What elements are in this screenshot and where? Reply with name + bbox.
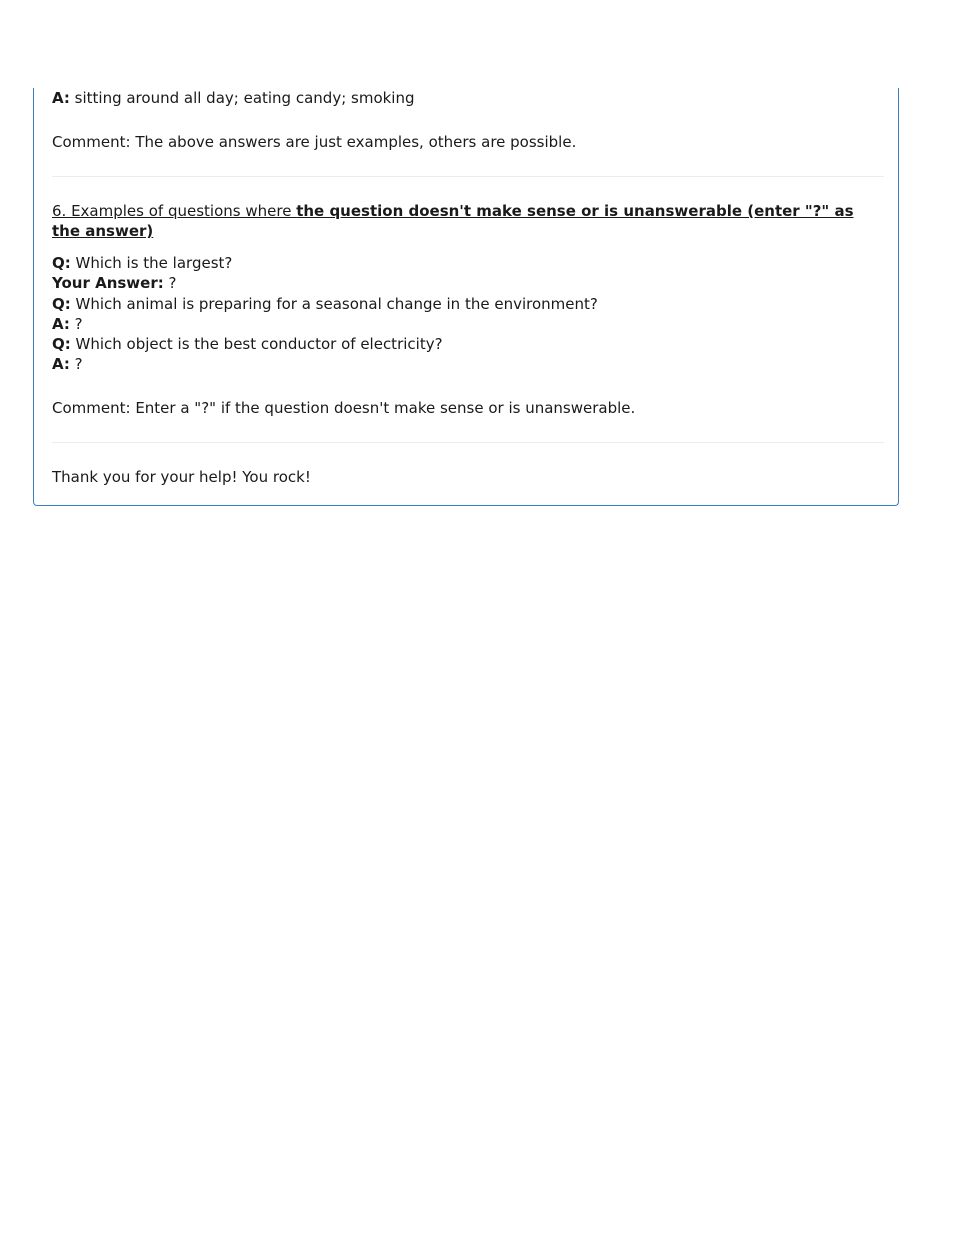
qa-line: [52, 334, 884, 354]
section-6-heading-plain: 6. Examples of questions where: [52, 202, 297, 220]
instructions-panel: [33, 88, 899, 506]
answer-prefix: A:: [52, 89, 70, 107]
section-6-comment-block: [52, 398, 884, 418]
qa-prefix: Q:: [52, 335, 71, 354]
answer-text: sitting around all day; eating candy; smoking: [69, 89, 415, 107]
divider: [52, 176, 884, 177]
section-6-heading-block: [52, 201, 884, 242]
qa-prefix: A:: [52, 314, 70, 333]
qa-text: ?: [69, 355, 83, 374]
section-5-tail: [52, 88, 884, 108]
qa-prefix: Q:: [52, 254, 71, 272]
section-5-comment: Comment: The above answers are just examples, others are possible.: [52, 133, 577, 151]
qa-line: [52, 253, 884, 273]
qa-text: Which object is the best conductor of electricity?: [70, 335, 443, 354]
thank-you-message: Thank you for your help! You rock!: [52, 468, 311, 486]
qa-prefix: Q:: [52, 294, 71, 313]
section-6-heading-bold: the question doesn't make sense or is unanswerable (enter "?" as the answer): [52, 202, 854, 241]
qa-line: [52, 354, 884, 374]
section-6-qa-list: [52, 253, 884, 375]
answer-line: [52, 88, 884, 108]
qa-text: ?: [69, 314, 83, 333]
qa-line: [52, 273, 884, 293]
section-6-heading: [52, 201, 884, 242]
qa-line: [52, 294, 884, 314]
qa-text: Which is the largest?: [70, 254, 233, 272]
divider: [52, 442, 884, 443]
qa-text: Which animal is preparing for a seasonal change in the environment?: [70, 294, 598, 313]
qa-prefix: Your Answer:: [52, 274, 164, 293]
qa-prefix: A:: [52, 355, 70, 374]
section-6-comment: Comment: Enter a "?" if the question doesn't make sense or is unanswerable.: [52, 399, 636, 417]
qa-line: [52, 314, 884, 334]
closing-block: [52, 467, 884, 487]
qa-text: ?: [163, 274, 177, 293]
section-5-comment-block: [52, 132, 884, 152]
